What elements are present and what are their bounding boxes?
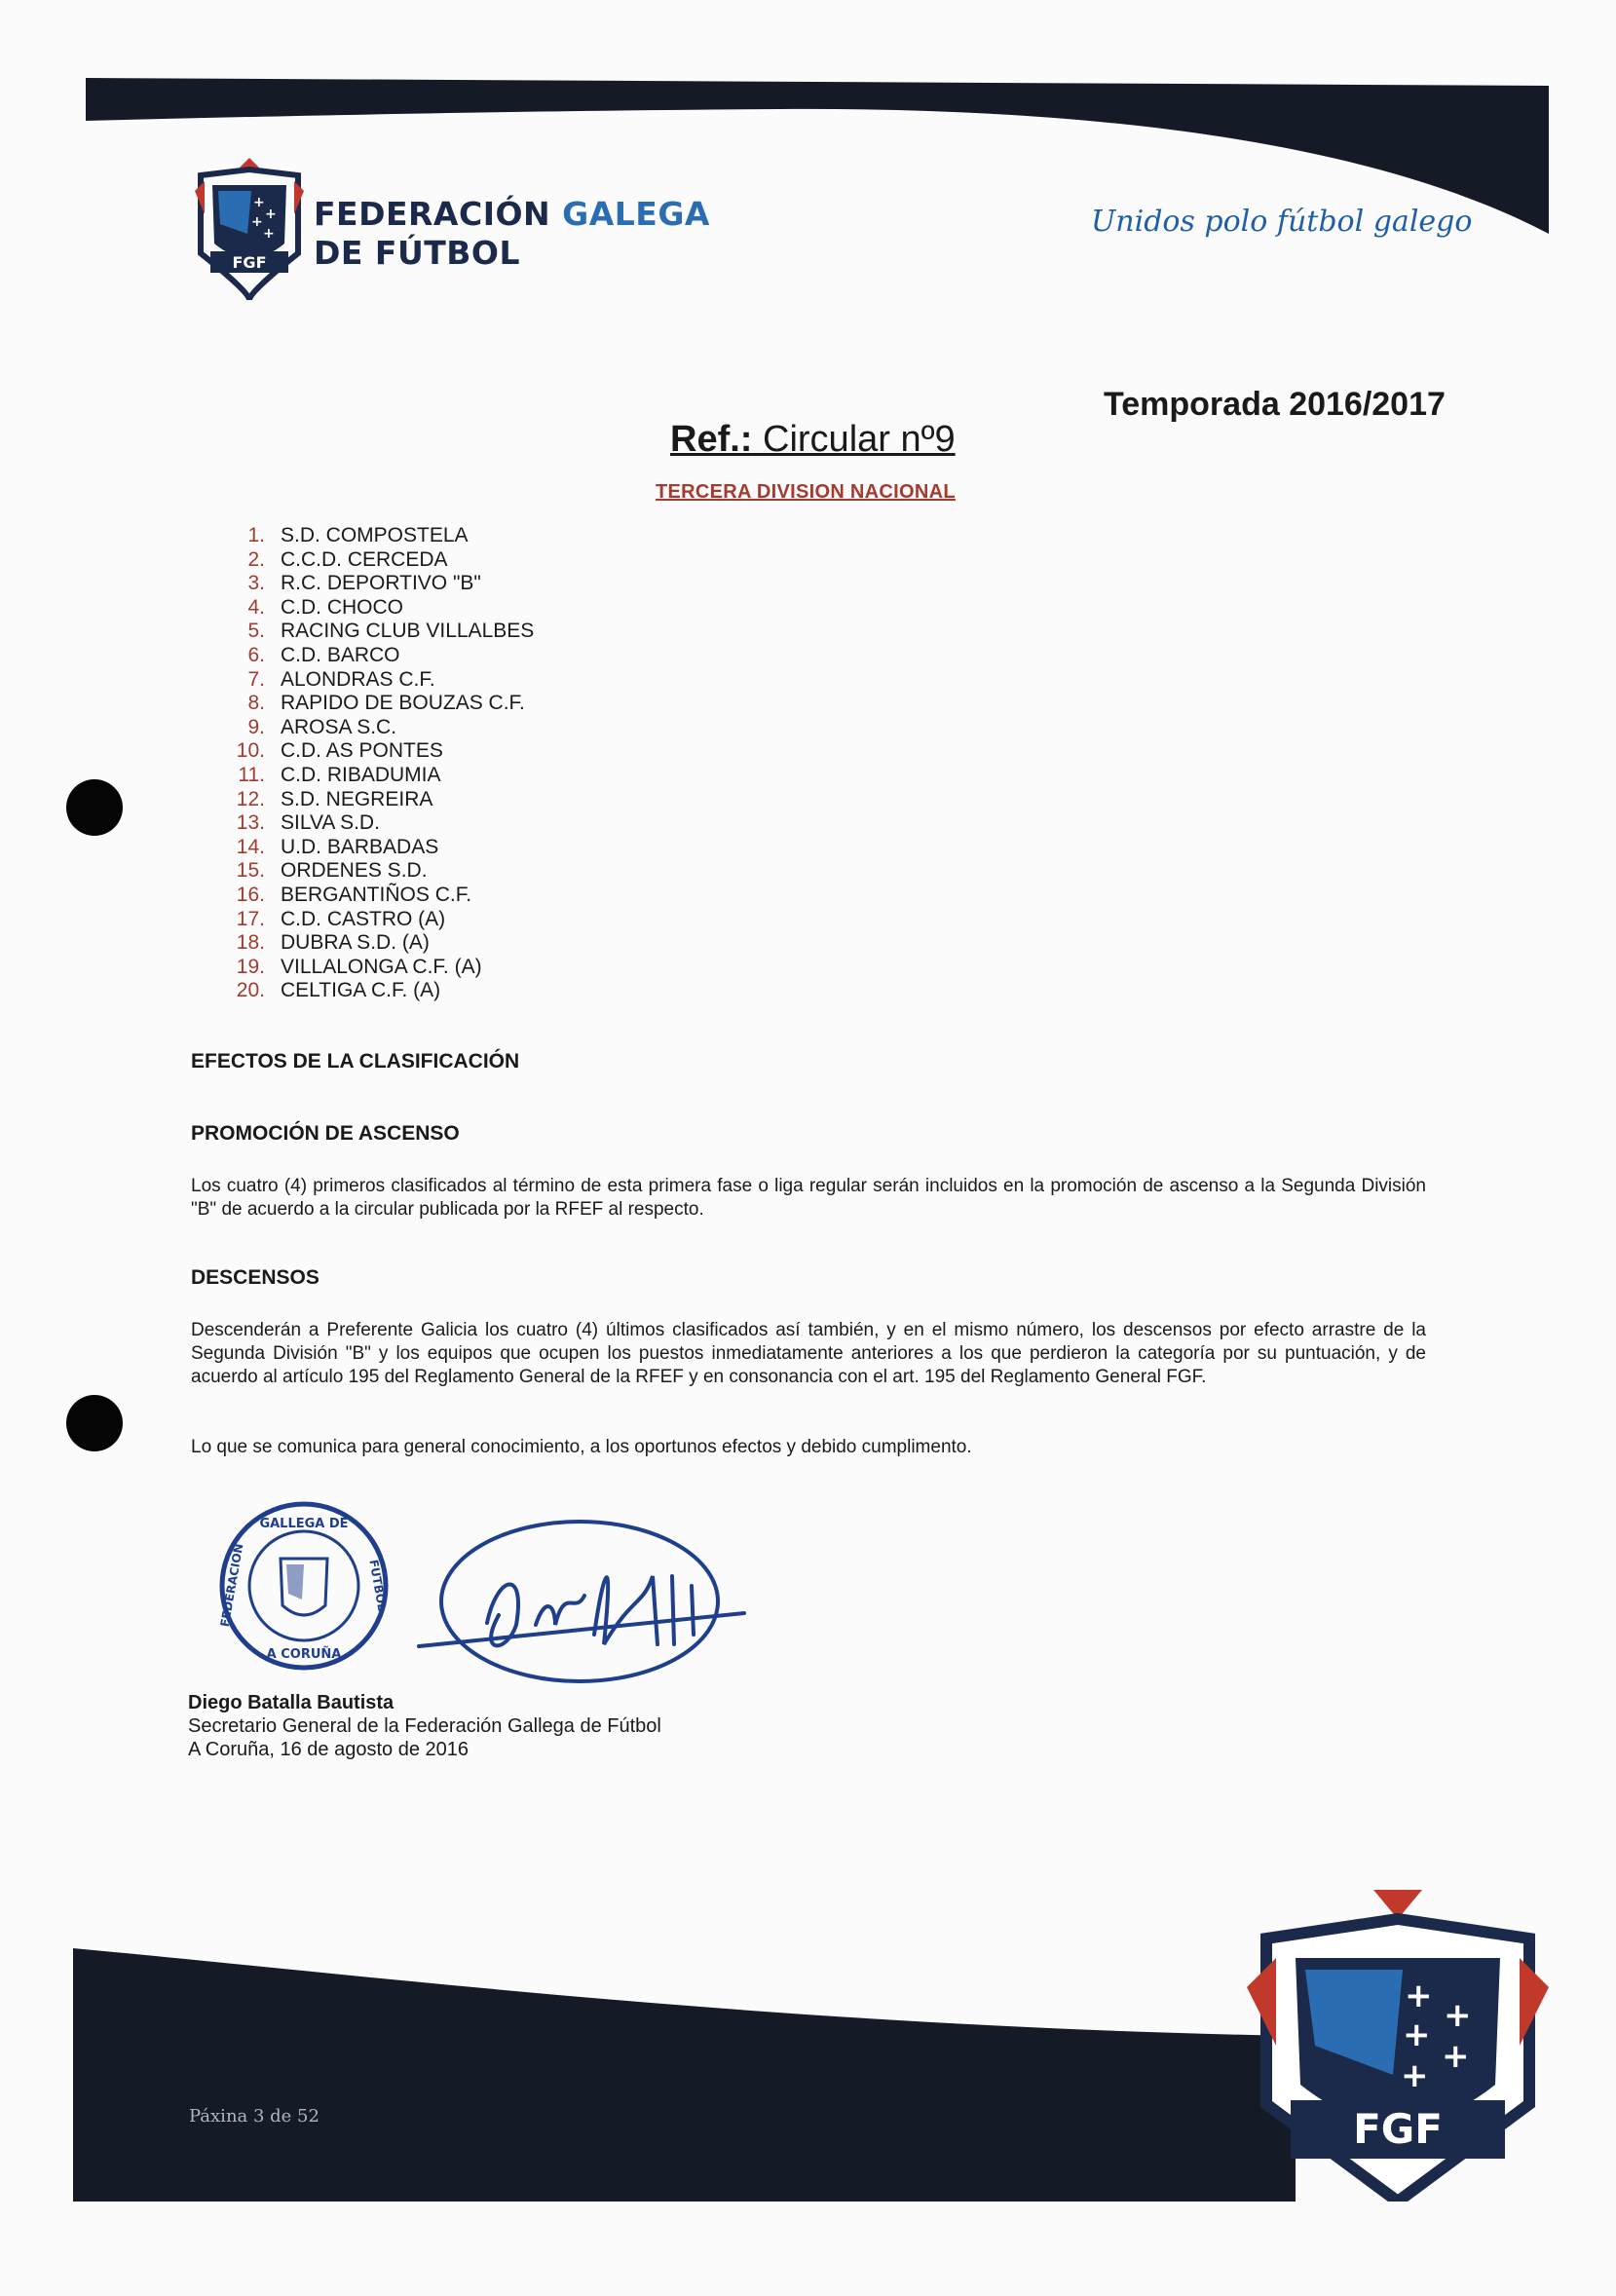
handwritten-signature bbox=[409, 1508, 750, 1703]
svg-text:+: + bbox=[1403, 2015, 1431, 2054]
list-item-team: C.C.D. CERCEDA bbox=[281, 547, 448, 571]
list-item bbox=[224, 644, 534, 668]
list-item-team: S.D. NEGREIRA bbox=[281, 787, 433, 810]
list-item bbox=[224, 620, 534, 644]
closing-paragraph: Lo que se comunica para general conocimiento, a los oportunos efectos y debido cumplimento. bbox=[191, 1437, 972, 1457]
svg-text:+: + bbox=[1405, 1976, 1433, 2015]
standings-list bbox=[224, 524, 534, 1003]
federation-stamp bbox=[216, 1498, 392, 1674]
punch-hole-top bbox=[66, 779, 123, 836]
list-item-position: 13. bbox=[236, 811, 265, 835]
list-item-position: 6. bbox=[247, 643, 265, 666]
list-item bbox=[224, 524, 534, 548]
list-item bbox=[224, 884, 534, 908]
list-item-team: R.C. DEPORTIVO "B" bbox=[281, 572, 481, 595]
list-item-position: 10. bbox=[236, 739, 265, 763]
stamp-top-text: GALLEGA DE bbox=[259, 1517, 349, 1531]
list-item bbox=[224, 836, 534, 860]
svg-text:+: + bbox=[263, 226, 275, 242]
stamp-left-text: FEDERACION bbox=[217, 1542, 246, 1629]
list-item-team: VILLALONGA C.F. (A) bbox=[281, 955, 482, 978]
list-item bbox=[224, 548, 534, 573]
list-item-position: 9. bbox=[247, 715, 265, 738]
org-name bbox=[314, 195, 710, 273]
signature-place-date: A Coruña, 16 de agosto de 2016 bbox=[188, 1739, 470, 1760]
list-item bbox=[224, 692, 534, 716]
list-item-position: 8. bbox=[247, 692, 265, 715]
list-item bbox=[224, 979, 534, 1003]
list-item-position: 7. bbox=[247, 667, 265, 691]
list-item bbox=[224, 931, 534, 956]
stamp-bottom-text: A CORUÑA bbox=[266, 1647, 342, 1662]
list-item-position: 14. bbox=[236, 835, 265, 858]
list-item-position: 19. bbox=[236, 955, 265, 978]
svg-text:+: + bbox=[1442, 2037, 1470, 2076]
list-item-position: 5. bbox=[247, 620, 265, 643]
season-label: Temporada 2016/2017 bbox=[1104, 386, 1446, 423]
list-item-position: 1. bbox=[247, 524, 265, 546]
list-item-team: AROSA S.C. bbox=[281, 715, 397, 738]
svg-text:FGF: FGF bbox=[232, 253, 267, 272]
list-item bbox=[224, 668, 534, 693]
footer-badge-text: FGF bbox=[1353, 2105, 1443, 2153]
list-item-position: 12. bbox=[236, 787, 265, 810]
list-item bbox=[224, 716, 534, 740]
list-item-position: 3. bbox=[247, 572, 265, 595]
list-item-position: 2. bbox=[247, 547, 265, 571]
promotion-heading: PROMOCIÓN DE ASCENSO bbox=[191, 1122, 460, 1145]
list-item-team: SILVA S.D. bbox=[281, 811, 380, 835]
relegation-paragraph: Descenderán a Preferente Galicia los cuatro (4) últimos clasificados así también, y en el mismo número, los descensos por efecto arrastre de la Segunda División "B" y los equipos que ocupen los puestos inmediatamente anteriores a los que perdieron la categoría por su puntuación, y de acuerdo al artículo 195 del Reglamento General de la RFEF y en consonancia con el art. 195 del Reglamento General FGF. bbox=[191, 1320, 1426, 1387]
list-item-team: C.D. RIBADUMIA bbox=[281, 763, 441, 786]
list-item-position: 11. bbox=[238, 763, 265, 786]
svg-text:+: + bbox=[251, 214, 263, 230]
list-item-team: S.D. COMPOSTELA bbox=[281, 524, 469, 546]
signature-block bbox=[188, 1691, 661, 1761]
signatory-name: Diego Batalla Bautista bbox=[188, 1692, 395, 1713]
list-item-team: ALONDRAS C.F. bbox=[281, 667, 435, 691]
list-item bbox=[224, 739, 534, 764]
list-item-team: C.D. AS PONTES bbox=[281, 739, 443, 763]
fgf-crest-icon bbox=[191, 156, 308, 302]
promotion-paragraph: Los cuatro (4) primeros clasificados al término de esta primera fase o liga regular serán incluidos en la promoción de ascenso a la Segunda División "B" de acuerdo a la circular publicada por la RFEF al respecto. bbox=[191, 1176, 1426, 1220]
list-item-position: 16. bbox=[236, 883, 265, 906]
list-item-team: ORDENES S.D. bbox=[281, 859, 428, 883]
list-item-position: 18. bbox=[236, 931, 265, 955]
list-item-team: C.D. BARCO bbox=[281, 643, 400, 666]
fgf-logo bbox=[191, 156, 308, 302]
svg-text:+: + bbox=[253, 195, 265, 210]
relegation-heading: DESCENSOS bbox=[191, 1266, 319, 1289]
circular-reference bbox=[670, 419, 956, 461]
list-item bbox=[224, 859, 534, 884]
stamp-right-text: FUTBOL bbox=[366, 1558, 390, 1612]
list-item-team: DUBRA S.D. (A) bbox=[281, 931, 430, 955]
svg-text:+: + bbox=[265, 207, 277, 222]
punch-hole-bottom bbox=[66, 1395, 123, 1451]
svg-text:+: + bbox=[1401, 2056, 1429, 2095]
division-title: TERCERA DIVISION NACIONAL bbox=[656, 481, 956, 503]
effects-heading: EFECTOS DE LA CLASIFICACIÓN bbox=[191, 1050, 520, 1073]
list-item-team: RAPIDO DE BOUZAS C.F. bbox=[281, 692, 525, 715]
list-item bbox=[224, 572, 534, 596]
ref-value: Circular nº9 bbox=[763, 419, 956, 460]
list-item bbox=[224, 788, 534, 812]
ref-label: Ref.: bbox=[670, 419, 753, 460]
list-item-team: U.D. BARBADAS bbox=[281, 835, 439, 858]
org-name-part1: FEDERACIÓN bbox=[314, 195, 551, 233]
list-item-position: 17. bbox=[236, 907, 265, 930]
slogan: Unidos polo fútbol galego bbox=[1091, 205, 1473, 239]
list-item bbox=[224, 596, 534, 621]
list-item-position: 15. bbox=[236, 859, 265, 883]
list-item-position: 4. bbox=[247, 595, 265, 619]
svg-text:+: + bbox=[1444, 1996, 1472, 2035]
list-item-team: BERGANTIÑOS C.F. bbox=[281, 883, 472, 906]
fgf-footer-crest-icon bbox=[1247, 1880, 1549, 2202]
list-item-team: RACING CLUB VILLALBES bbox=[281, 620, 535, 643]
list-item-position: 20. bbox=[236, 979, 265, 1002]
org-name-line2: DE FÚTBOL bbox=[314, 234, 521, 272]
list-item-team: C.D. CASTRO (A) bbox=[281, 907, 446, 930]
list-item bbox=[224, 956, 534, 980]
org-name-part2: GALEGA bbox=[562, 195, 710, 233]
signatory-title: Secretario General de la Federación Gallega de Fútbol bbox=[188, 1715, 661, 1737]
list-item bbox=[224, 764, 534, 788]
list-item bbox=[224, 811, 534, 836]
page-number: Páxina 3 de 52 bbox=[189, 2106, 319, 2127]
list-item-team: C.D. CHOCO bbox=[281, 595, 403, 619]
list-item bbox=[224, 908, 534, 932]
list-item-team: CELTIGA C.F. (A) bbox=[281, 979, 441, 1002]
